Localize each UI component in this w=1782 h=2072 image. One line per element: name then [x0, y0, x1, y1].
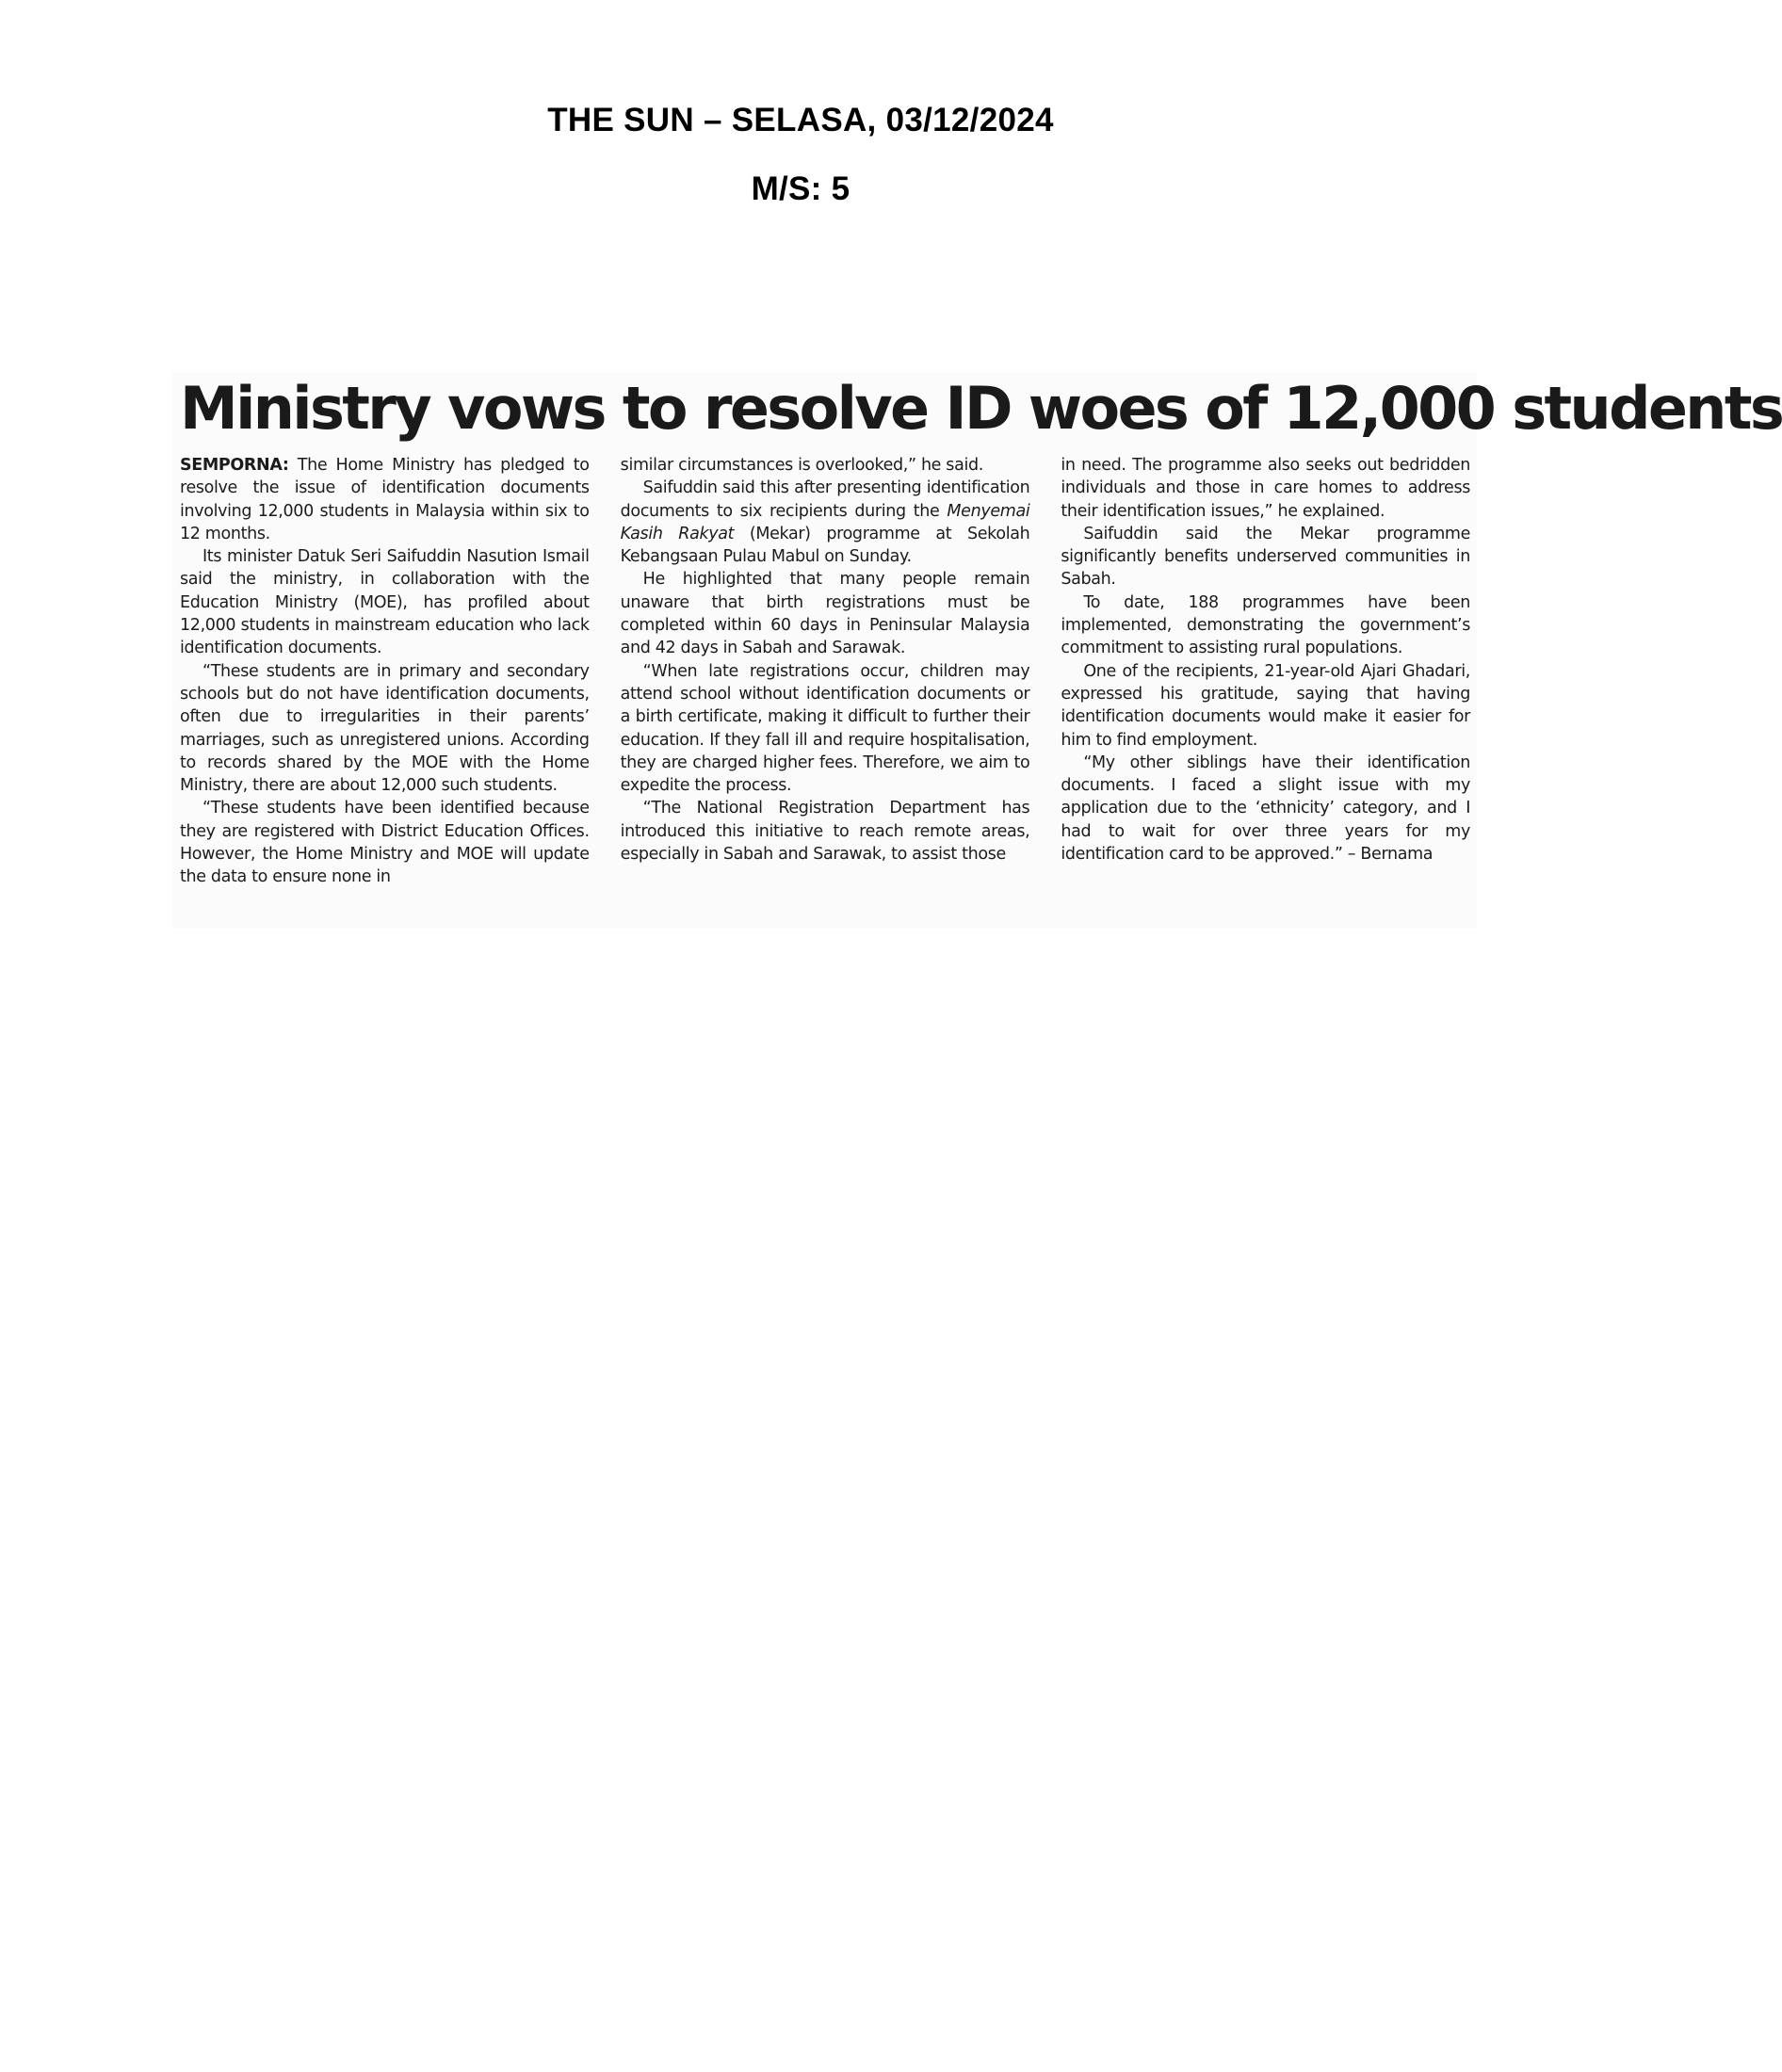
paragraph-text: Saifuddin said this after presenting identification documents to six recipients during the	[620, 478, 1030, 521]
paragraph: Saifuddin said the Mekar programme significantly benefits underserved communities in Sabah.	[1061, 524, 1471, 590]
page-number: M/S: 5	[751, 170, 850, 207]
paragraph-text: (Mekar) programme at Sekolah Kebangsaan Pulau Mabul on Sunday.	[620, 524, 1030, 567]
paragraph: To date, 188 programmes have been implemented, demonstrating the government’s commitment to assisting rural populations.	[1061, 592, 1471, 658]
paragraph: “My other siblings have their identification documents. I faced a slight issue with my application due to the ‘ethnicity’ category, and I had to wait for over three years for my identification card to be approved.” – Bernama	[1061, 753, 1471, 865]
dateline: SEMPORNA:	[180, 456, 289, 475]
article-column-2	[621, 454, 1030, 889]
paragraph: “When late registrations occur, children may attend school without identification documents or a birth certificate, making it difficult to further their education. If they fall ill and require hospitalisation, they are charged higher fees. Therefore, we aim to expedite the process.	[620, 661, 1030, 796]
paragraph: in need. The programme also seeks out bedridden individuals and those in care homes to address their identification issues,” he explained.	[1061, 456, 1471, 521]
paragraph: “These students have been identified because they are registered with District Education Offices. However, the Home Ministry and MOE will update the data to ensure none in	[180, 799, 590, 887]
paragraph: One of the recipients, 21-year-old Ajari Ghadari, expressed his gratitude, saying that having identification documents would make it easier for him to find employment.	[1061, 661, 1471, 750]
paragraph: He highlighted that many people remain unaware that birth registrations must be completed within 60 days in Peninsular Malaysia and 42 days in Sabah and Sarawak.	[620, 570, 1030, 658]
paragraph-text: The Home Ministry has pledged to resolve the issue of identification documents involving 12,000 students in Malaysia within six to 12 months.	[180, 456, 590, 543]
publication-header: THE SUN – SELASA, 03/12/2024	[547, 102, 1054, 138]
newspaper-clipping	[172, 372, 1782, 928]
article-column-1	[180, 454, 590, 889]
paragraph	[621, 477, 1030, 568]
article-headline: Ministry vows to resolve ID woes of 12,000 students	[180, 374, 1782, 443]
paragraph: “These students are in primary and secondary schools but do not have identification documents, often due to irregularities in their parents’ marriages, such as unregistered unions. According to records shared by the MOE with the Home Ministry, there are about 12,000 such students.	[180, 661, 590, 796]
article-body	[180, 454, 1470, 889]
paragraph	[180, 454, 590, 545]
paragraph: “The National Registration Department has introduced this initiative to reach remote areas, especially in Sabah and Sarawak, to assist those	[620, 799, 1030, 865]
paragraph: Its minister Datuk Seri Saifuddin Nasution Ismail said the ministry, in collaboration with the Education Ministry (MOE), has profiled about 12,000 students in mainstream education who lack identification documents.	[180, 547, 590, 658]
article-column-3	[1061, 454, 1470, 889]
paragraph: similar circumstances is overlooked,” he said.	[620, 456, 983, 475]
programme-name: Menyemai Kasih Rakyat	[620, 501, 1030, 543]
